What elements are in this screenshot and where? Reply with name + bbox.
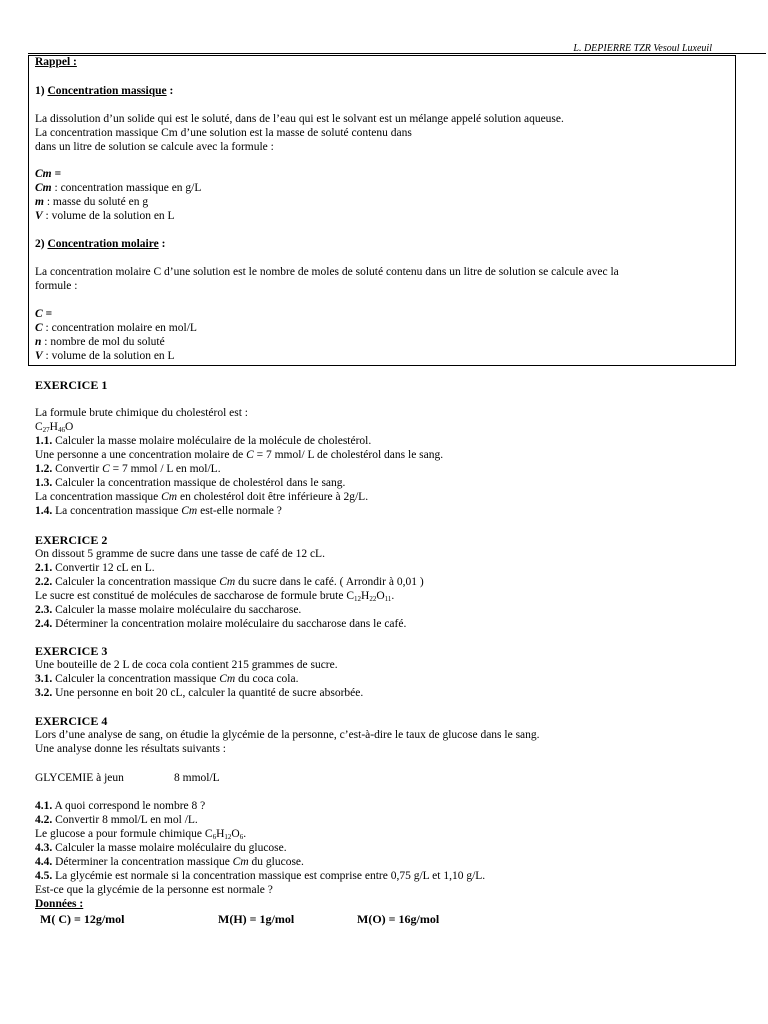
donnee-mh: M(H) = 1g/mol xyxy=(218,912,295,926)
s1-def-m xyxy=(35,196,148,209)
element-symbol: O xyxy=(64,421,74,433)
ex3-title: EXERCICE 3 xyxy=(35,644,108,658)
section-1-title xyxy=(35,85,173,98)
def-symbol: V xyxy=(35,210,43,222)
text: La concentration massique xyxy=(35,491,162,503)
element-symbol: H xyxy=(49,421,58,433)
ex4-q5 xyxy=(35,870,485,883)
question-number: 1.3. xyxy=(35,477,53,489)
variable: Cm xyxy=(181,505,198,517)
s2-paragraph-2: formule : xyxy=(35,280,78,292)
ex4-q1 xyxy=(35,800,205,813)
question-number: 3.1. xyxy=(35,673,53,685)
ex2-q1 xyxy=(35,562,155,575)
s1-def-cm xyxy=(35,182,201,195)
header-rule xyxy=(28,53,766,54)
section-2-label: Concentration molaire xyxy=(47,238,159,250)
subscript: 27 xyxy=(42,426,50,434)
ex1-q1 xyxy=(35,435,371,448)
ex1-q4 xyxy=(35,505,282,518)
subscript: 46 xyxy=(57,426,65,434)
def-text: : volume de la solution en L xyxy=(42,350,175,362)
question-text: La concentration massique xyxy=(52,505,182,517)
ex3-intro: Une bouteille de 2 L de coca cola contient 215 grammes de sucre. xyxy=(35,659,338,671)
element-symbol: O xyxy=(376,590,385,602)
ex4-glycemie-label: GLYCEMIE à jeun xyxy=(35,772,124,784)
question-number: 1.1. xyxy=(35,435,53,447)
subscript: 12 xyxy=(224,833,232,841)
question-text: Convertir 8 mmol/L en mol /L. xyxy=(52,814,198,826)
donnee-mc: M( C) = 12g/mol xyxy=(40,912,125,926)
variable: Cm xyxy=(219,576,236,588)
question-text: Une personne en boit 20 cL, calculer la quantité de sucre absorbée. xyxy=(52,687,364,699)
s2-def-v xyxy=(35,350,175,363)
question-text: Calculer la masse molaire moléculaire de la molécule de cholestérol. xyxy=(52,435,372,447)
def-symbol: n xyxy=(35,336,42,348)
def-symbol: Cm xyxy=(35,182,52,194)
subscript: 11 xyxy=(384,595,392,603)
rappel-title: Rappel : xyxy=(35,56,77,68)
s2-paragraph-1: La concentration molaire C d’une solution est le nombre de moles de soluté contenu dans un litre de solution se calcule avec la xyxy=(35,266,619,278)
subscript: 22 xyxy=(369,595,377,603)
question-text: est-elle normale ? xyxy=(197,505,282,517)
ex1-q3 xyxy=(35,477,345,490)
ex4-glycemie-value: 8 mmol/L xyxy=(174,772,220,784)
variable: Cm xyxy=(219,673,236,685)
ex3-q2 xyxy=(35,687,363,700)
question-text: Convertir 12 cL en L. xyxy=(52,562,155,574)
question-text: du glucose. xyxy=(248,856,304,868)
element-symbol: H xyxy=(216,828,225,840)
s2-formula: C = xyxy=(35,308,53,320)
section-2-number: 2) xyxy=(35,238,48,250)
question-text: La glycémie est normale si la concentration massique est comprise entre 0,75 g/L et 1,10 g/L. xyxy=(52,870,486,882)
question-text: du sucre dans le café. ( Arrondir à 0,01 ) xyxy=(235,576,424,588)
text: = 7 mmol/ L de cholestérol dans le sang. xyxy=(253,449,444,461)
question-number: 4.4. xyxy=(35,856,53,868)
s2-def-n xyxy=(35,336,165,349)
question-text: = 7 mmol / L en mol/L. xyxy=(109,463,221,475)
section-2-title xyxy=(35,238,165,251)
def-text: : concentration massique en g/L xyxy=(51,182,202,194)
s1-paragraph-3: dans un litre de solution se calcule avec la formule : xyxy=(35,141,274,153)
ex4-q2 xyxy=(35,814,198,827)
s1-def-v xyxy=(35,210,175,223)
def-text: : concentration molaire en mol/L xyxy=(42,322,197,334)
variable: Cm xyxy=(232,856,249,868)
question-number: 2.1. xyxy=(35,562,53,574)
ex2-q4 xyxy=(35,618,406,631)
text: Le glucose a pour formule chimique C xyxy=(35,828,213,840)
ex4-q6: Est-ce que la glycémie de la personne est normale ? xyxy=(35,884,273,896)
question-text: Déterminer la concentration molaire moléculaire du saccharose dans le café. xyxy=(52,618,407,630)
text: . xyxy=(391,590,395,602)
ex2-q3 xyxy=(35,604,301,617)
element-symbol: C xyxy=(35,421,43,433)
text: . xyxy=(243,828,247,840)
ex1-q2 xyxy=(35,463,221,476)
def-text: : nombre de mol du soluté xyxy=(41,336,165,348)
ex1-title: EXERCICE 1 xyxy=(35,378,108,392)
question-number: 3.2. xyxy=(35,687,53,699)
section-1-suffix: : xyxy=(166,85,174,97)
ex3-q1 xyxy=(35,673,298,686)
element-symbol: O xyxy=(231,828,240,840)
ex1-text-2 xyxy=(35,491,368,504)
question-text: Convertir xyxy=(52,463,103,475)
ex4-title: EXERCICE 4 xyxy=(35,714,108,728)
ex2-title: EXERCICE 2 xyxy=(35,533,108,547)
question-number: 2.3. xyxy=(35,604,53,616)
question-number: 4.3. xyxy=(35,842,53,854)
question-number: 4.2. xyxy=(35,814,53,826)
ex1-intro: La formule brute chimique du cholestérol est : xyxy=(35,407,249,419)
donnees-title: Données : xyxy=(35,898,84,910)
question-number: 4.5. xyxy=(35,870,53,882)
header-author: L. DEPIERRE TZR Vesoul Luxeuil xyxy=(573,43,712,54)
def-symbol: m xyxy=(35,196,44,208)
ex2-intro: On dissout 5 gramme de sucre dans une tasse de café de 12 cL. xyxy=(35,548,325,560)
s1-paragraph-1: La dissolution d’un solide qui est le soluté, dans de l’eau qui est le solvant est un mélange appelé solution aqueuse. xyxy=(35,113,564,125)
question-number: 2.2. xyxy=(35,576,53,588)
variable: Cm xyxy=(161,491,178,503)
text: Une personne a une concentration molaire de xyxy=(35,449,247,461)
section-1-label: Concentration massique xyxy=(47,85,167,97)
question-text: Calculer la concentration massique xyxy=(52,576,220,588)
question-text: Calculer la concentration massique xyxy=(52,673,220,685)
ex1-text-1 xyxy=(35,449,443,462)
question-number: 1.2. xyxy=(35,463,53,475)
variable: C xyxy=(246,449,254,461)
question-text: du coca cola. xyxy=(235,673,299,685)
ex4-q4 xyxy=(35,856,304,869)
question-text: Calculer la masse molaire moléculaire du glucose. xyxy=(52,842,287,854)
question-number: 2.4. xyxy=(35,618,53,630)
element-symbol: H xyxy=(361,590,370,602)
subscript: 6 xyxy=(239,833,244,841)
s1-formula: Cm = xyxy=(35,168,62,180)
ex2-q2 xyxy=(35,576,424,589)
def-text: : masse du soluté en g xyxy=(43,196,149,208)
def-symbol: V xyxy=(35,350,43,362)
s1-paragraph-2: La concentration massique Cm d’une solution est la masse de soluté contenu dans xyxy=(35,127,412,139)
question-number: 1.4. xyxy=(35,505,53,517)
section-1-number: 1) xyxy=(35,85,48,97)
question-text: Calculer la concentration massique de cholestérol dans le sang. xyxy=(52,477,346,489)
ex4-intro-2: Une analyse donne les résultats suivants : xyxy=(35,743,226,755)
def-text: : volume de la solution en L xyxy=(42,210,175,222)
question-text: Déterminer la concentration massique xyxy=(52,856,233,868)
subscript: 12 xyxy=(354,595,362,603)
question-text: Calculer la masse molaire moléculaire du saccharose. xyxy=(52,604,302,616)
def-symbol: C xyxy=(35,322,43,334)
variable: C xyxy=(102,463,110,475)
text: en cholestérol doit être inférieure à 2g/L. xyxy=(177,491,369,503)
s2-def-c xyxy=(35,322,197,335)
question-text: A quoi correspond le nombre 8 ? xyxy=(52,800,206,812)
question-number: 4.1. xyxy=(35,800,53,812)
section-2-suffix: : xyxy=(158,238,166,250)
donnee-mo: M(O) = 16g/mol xyxy=(357,912,440,926)
subscript: 6 xyxy=(212,833,217,841)
text: Le sucre est constitué de molécules de saccharose de formule brute C xyxy=(35,590,355,602)
ex4-intro-1: Lors d’une analyse de sang, on étudie la glycémie de la personne, c’est-à-dire le taux de glucose dans le sang. xyxy=(35,729,540,741)
ex4-q3 xyxy=(35,842,287,855)
